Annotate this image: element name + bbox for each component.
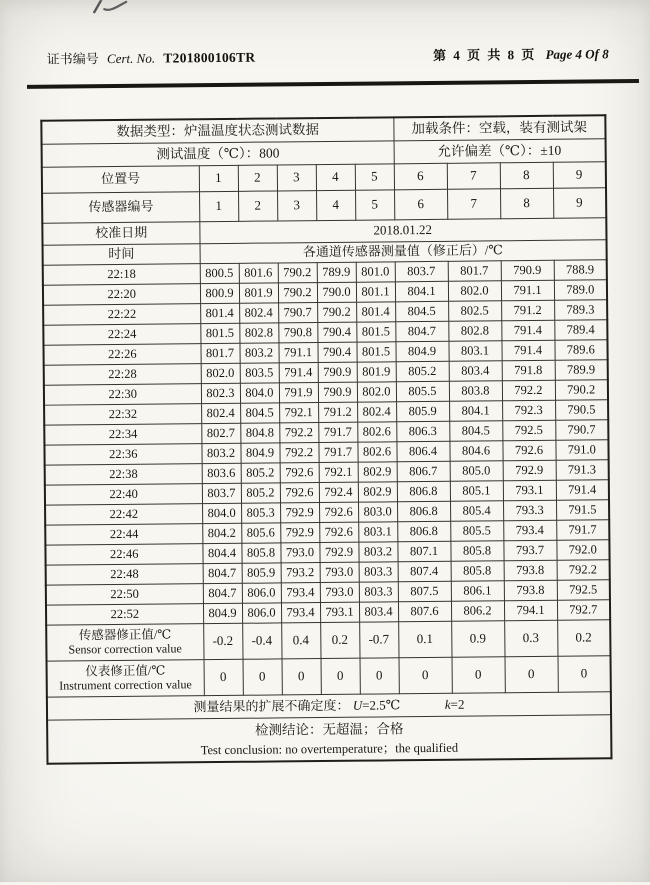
reading-cell: 803.2 <box>358 542 397 562</box>
reading-cell: 806.0 <box>242 603 281 623</box>
instrument-correction-label-zh: 仪表修正值/℃ <box>48 664 204 680</box>
reading-cell: 801.4 <box>200 303 239 323</box>
sensor-correction-cell: 0.1 <box>398 621 451 658</box>
reading-cell: 804.9 <box>203 603 242 623</box>
data-type-cell: 数据类型：炉温温度状态测试数据 <box>41 117 393 144</box>
reading-cell: 791.4 <box>501 340 554 361</box>
reading-cell: 802.9 <box>358 482 397 502</box>
reading-cell: 802.6 <box>357 442 396 462</box>
sensor-number-cell: 8 <box>500 188 553 219</box>
sensor-correction-cell: 0.9 <box>451 621 504 658</box>
reading-cell: 793.8 <box>504 580 557 601</box>
reading-cell: 792.6 <box>319 502 358 522</box>
instrument-correction-cell: 0 <box>321 658 360 694</box>
reading-cell: 793.7 <box>503 540 556 561</box>
reading-cell: 792.2 <box>279 423 318 443</box>
reading-cell: 803.0 <box>358 502 397 522</box>
reading-cell: 803.7 <box>202 483 241 503</box>
reading-cell: 792.7 <box>557 600 610 621</box>
reading-cell: 791.4 <box>501 320 554 341</box>
reading-cell: 801.1 <box>356 282 395 302</box>
reading-cell: 805.2 <box>241 483 280 503</box>
sensor-number-cell: 7 <box>447 189 500 220</box>
reading-cell: 790.9 <box>318 382 357 402</box>
uncertainty-k-value: =2 <box>450 696 464 711</box>
time-cell: 22:52 <box>46 604 203 626</box>
instrument-correction-cell: 0 <box>243 659 282 695</box>
reading-cell: 804.0 <box>240 383 279 403</box>
position-cell: 2 <box>238 165 277 191</box>
page-info-en: Page 4 Of 8 <box>545 46 608 62</box>
reading-cell: 790.4 <box>317 342 356 362</box>
reading-cell: 806.7 <box>397 461 450 482</box>
reading-cell: 801.5 <box>200 323 239 343</box>
reading-cell: 805.8 <box>450 541 503 562</box>
reading-cell: 803.1 <box>448 341 501 362</box>
reading-cell: 804.1 <box>395 281 448 302</box>
reading-cell: 789.3 <box>554 300 607 321</box>
reading-cell: 804.1 <box>449 401 502 422</box>
header-rule <box>27 79 639 88</box>
handwriting-mark <box>88 0 148 16</box>
reading-cell: 790.2 <box>317 302 356 322</box>
sensor-correction-cell: 0.3 <box>504 620 557 657</box>
sensor-number-cell: 4 <box>316 190 355 220</box>
reading-cell: 801.7 <box>448 261 501 282</box>
channel-header-cell: 各通道传感器测量值（修正后）/℃ <box>200 240 607 264</box>
time-cell: 22:20 <box>43 284 200 306</box>
reading-cell: 792.9 <box>280 523 319 543</box>
cert-label-en: Cert. No. <box>107 51 155 66</box>
reading-cell: 803.2 <box>201 443 240 463</box>
conclusion-cell <box>47 715 611 764</box>
reading-cell: 802.8 <box>448 321 501 342</box>
reading-cell: 805.9 <box>242 563 281 583</box>
reading-cell: 801.6 <box>239 263 278 283</box>
reading-cell: 792.1 <box>279 403 318 423</box>
reading-cell: 801.7 <box>200 343 239 363</box>
reading-cell: 792.2 <box>279 443 318 463</box>
position-label: 位置号 <box>42 166 199 194</box>
conclusion-row <box>47 715 611 764</box>
instrument-correction-cell: 0 <box>505 656 558 693</box>
uncertainty-label: 测量结果的扩展不确定度： <box>193 697 349 713</box>
reading-cell: 793.1 <box>503 480 556 501</box>
reading-cell: 802.7 <box>201 423 240 443</box>
reading-cell: 791.4 <box>279 363 318 383</box>
reading-cell: 805.1 <box>450 481 503 502</box>
reading-cell: 802.4 <box>239 303 278 323</box>
cert-number-line <box>47 47 261 68</box>
reading-cell: 792.2 <box>502 380 555 401</box>
reading-cell: 801.9 <box>357 362 396 382</box>
reading-cell: 790.2 <box>278 263 317 283</box>
reading-cell: 804.9 <box>240 443 279 463</box>
reading-cell: 793.2 <box>281 563 320 583</box>
reading-cell: 801.0 <box>356 262 395 282</box>
reading-cell: 792.2 <box>557 560 610 581</box>
reading-cell: 806.8 <box>397 501 450 522</box>
reading-cell: 801.5 <box>356 322 395 342</box>
reading-cell: 790.2 <box>278 283 317 303</box>
reading-cell: 804.0 <box>202 503 241 523</box>
reading-cell: 803.7 <box>395 261 448 282</box>
reading-cell: 792.9 <box>503 460 556 481</box>
reading-cell: 805.6 <box>241 523 280 543</box>
position-cell: 1 <box>199 165 238 191</box>
reading-cell: 806.2 <box>451 601 504 622</box>
reading-cell: 792.0 <box>556 540 609 561</box>
conclusion-zh: 检测结论：无超温；合格 <box>48 717 610 742</box>
sensor-number-cell: 1 <box>199 191 238 221</box>
sensor-correction-cell: 0.2 <box>557 620 610 657</box>
reading-cell: 803.1 <box>358 522 397 542</box>
reading-cell: 805.9 <box>396 401 449 422</box>
instrument-correction-cell: 0 <box>282 659 321 695</box>
sensor-number-cell: 2 <box>238 191 277 221</box>
sensor-correction-cell: 0.2 <box>320 622 359 658</box>
reading-cell: 792.3 <box>502 400 555 421</box>
reading-cell: 793.0 <box>320 582 359 602</box>
reading-cell: 807.5 <box>398 581 451 602</box>
reading-cell: 802.0 <box>201 363 240 383</box>
document-header <box>47 43 609 67</box>
reading-cell: 803.8 <box>449 381 502 402</box>
position-cell: 6 <box>394 163 447 190</box>
instrument-correction-cell: 0 <box>452 657 505 694</box>
instrument-correction-label <box>47 660 204 698</box>
reading-cell: 789.0 <box>554 280 607 301</box>
time-cell: 22:40 <box>45 484 202 506</box>
reading-cell: 804.5 <box>395 301 448 322</box>
page-info <box>427 43 609 64</box>
reading-cell: 802.5 <box>448 301 501 322</box>
reading-cell: 789.4 <box>554 320 607 341</box>
time-label: 时间 <box>43 244 200 266</box>
sensor-number-cell: 9 <box>553 188 606 219</box>
reading-cell: 790.5 <box>555 400 608 421</box>
reading-cell: 807.6 <box>398 601 451 622</box>
reading-cell: 791.4 <box>556 480 609 501</box>
instrument-correction-cell: 0 <box>399 657 452 694</box>
reading-cell: 790.9 <box>318 362 357 382</box>
load-condition-cell: 加载条件：空载，装有测试架 <box>393 115 605 141</box>
reading-cell: 802.6 <box>357 422 396 442</box>
time-cell: 22:26 <box>43 344 200 366</box>
reading-cell: 803.5 <box>240 363 279 383</box>
reading-cell: 791.5 <box>556 500 609 521</box>
reading-cell: 788.9 <box>554 260 607 281</box>
reading-cell: 790.7 <box>278 303 317 323</box>
time-cell: 22:22 <box>43 304 200 326</box>
uncertainty-u-value: =2.5℃ <box>362 697 400 712</box>
sensor-correction-cell: -0.4 <box>242 623 281 659</box>
sensor-number-cell: 6 <box>394 189 447 220</box>
page-info-zh: 第 4 页 共 8 页 <box>433 47 536 63</box>
reading-cell: 807.1 <box>397 541 450 562</box>
uncertainty-k-symbol: k <box>445 696 451 711</box>
reading-cell: 802.8 <box>239 323 278 343</box>
sensor-correction-label-en: Sensor correction value <box>47 642 203 657</box>
reading-cell: 805.0 <box>450 461 503 482</box>
time-cell: 22:18 <box>43 264 200 286</box>
reading-cell: 790.2 <box>555 380 608 401</box>
reading-cell: 802.9 <box>358 462 397 482</box>
reading-cell: 804.4 <box>202 543 241 563</box>
uncertainty-u-symbol: U <box>353 697 363 712</box>
reading-cell: 803.3 <box>359 562 398 582</box>
reading-cell: 805.3 <box>241 503 280 523</box>
reading-cell: 792.6 <box>280 463 319 483</box>
reading-cell: 792.9 <box>319 542 358 562</box>
table-head-section <box>41 115 606 265</box>
instrument-correction-row <box>47 656 611 697</box>
time-cell: 22:44 <box>45 524 202 546</box>
reading-cell: 807.4 <box>398 561 451 582</box>
reading-cell: 806.4 <box>396 441 449 462</box>
reading-cell: 790.9 <box>501 260 554 281</box>
position-cell: 8 <box>500 162 553 189</box>
reading-cell: 804.5 <box>240 403 279 423</box>
reading-cell: 792.6 <box>280 483 319 503</box>
sensor-correction-label-zh: 传感器修正值/℃ <box>47 628 203 644</box>
reading-cell: 791.9 <box>279 383 318 403</box>
table-foot-section <box>46 620 611 764</box>
reading-cell: 806.8 <box>397 481 450 502</box>
sensor-correction-cell: 0.4 <box>281 623 320 659</box>
reading-cell: 806.1 <box>451 581 504 602</box>
reading-cell: 805.2 <box>241 463 280 483</box>
reading-cell: 805.2 <box>396 361 449 382</box>
reading-cell: 791.1 <box>278 343 317 363</box>
reading-cell: 790.4 <box>317 322 356 342</box>
reading-cell: 794.1 <box>504 600 557 621</box>
reading-cell: 805.8 <box>451 561 504 582</box>
cert-number: T201800106TR <box>163 50 255 66</box>
reading-cell: 805.8 <box>241 543 280 563</box>
position-cell: 5 <box>355 164 394 190</box>
instrument-correction-label-en: Instrument correction value <box>48 678 204 693</box>
reading-cell: 802.0 <box>357 382 396 402</box>
reading-cell: 801.4 <box>356 302 395 322</box>
instrument-correction-cell: 0 <box>204 659 243 695</box>
conclusion-en: Test conclusion: no overtemperature；the qualified <box>48 737 610 761</box>
reading-cell: 791.1 <box>501 280 554 301</box>
reading-cell: 792.1 <box>319 462 358 482</box>
test-temperature-cell: 测试温度（℃）：800 <box>42 141 394 167</box>
time-cell: 22:24 <box>43 324 200 346</box>
reading-cell: 802.3 <box>201 383 240 403</box>
reading-cell: 793.4 <box>281 583 320 603</box>
reading-cell: 793.0 <box>320 562 359 582</box>
time-cell: 22:50 <box>46 584 203 606</box>
reading-cell: 789.9 <box>555 360 608 381</box>
position-cell: 3 <box>277 165 316 191</box>
reading-cell: 791.7 <box>318 442 357 462</box>
reading-cell: 791.2 <box>501 300 554 321</box>
sensor-correction-label <box>46 624 203 662</box>
reading-cell: 793.4 <box>503 520 556 541</box>
reading-cell: 803.3 <box>359 582 398 602</box>
reading-cell: 803.4 <box>449 361 502 382</box>
time-cell: 22:36 <box>44 444 201 466</box>
calibration-date-value: 2018.01.22 <box>199 218 606 244</box>
reading-cell: 801.5 <box>356 342 395 362</box>
reading-cell: 804.7 <box>395 321 448 342</box>
reading-cell: 805.5 <box>450 521 503 542</box>
instrument-correction-cell: 0 <box>558 656 611 693</box>
reading-cell: 802.4 <box>357 402 396 422</box>
reading-cell: 800.9 <box>200 283 239 303</box>
reading-cell: 792.5 <box>557 580 610 601</box>
reading-cell: 791.0 <box>555 440 608 461</box>
reading-cell: 804.9 <box>395 341 448 362</box>
cert-label-zh: 证书编号 <box>47 51 99 66</box>
time-cell: 22:46 <box>45 544 202 566</box>
reading-cell: 793.8 <box>504 560 557 581</box>
reading-cell: 801.9 <box>239 283 278 303</box>
reading-cell: 791.7 <box>318 422 357 442</box>
reading-cell: 800.5 <box>200 263 239 283</box>
reading-cell: 793.0 <box>280 543 319 563</box>
sensor-label: 传感器编号 <box>42 192 199 224</box>
reading-cell: 793.4 <box>281 603 320 623</box>
time-cell: 22:48 <box>46 564 203 586</box>
sensor-correction-row <box>46 620 610 661</box>
time-cell: 22:34 <box>44 424 201 446</box>
reading-cell: 789.6 <box>554 340 607 361</box>
reading-cell: 791.2 <box>318 402 357 422</box>
reading-cell: 802.4 <box>201 403 240 423</box>
time-cell: 22:30 <box>44 384 201 406</box>
reading-cell: 791.8 <box>502 360 555 381</box>
reading-cell: 792.9 <box>280 503 319 523</box>
sensor-number-cell: 5 <box>355 190 394 220</box>
reading-cell: 790.8 <box>278 323 317 343</box>
reading-cell: 805.5 <box>396 381 449 402</box>
reading-cell: 806.3 <box>396 421 449 442</box>
position-cell: 7 <box>447 163 500 190</box>
reading-cell: 792.6 <box>319 522 358 542</box>
reading-cell: 802.0 <box>448 281 501 302</box>
position-cell: 9 <box>553 162 606 189</box>
reading-cell: 803.4 <box>359 602 398 622</box>
reading-cell: 806.0 <box>242 583 281 603</box>
reading-cell: 791.3 <box>556 460 609 481</box>
reading-cell: 804.2 <box>202 523 241 543</box>
reading-cell: 803.2 <box>239 343 278 363</box>
sensor-number-cell: 3 <box>277 191 316 221</box>
reading-cell: 804.7 <box>203 583 242 603</box>
reading-cell: 789.9 <box>317 262 356 282</box>
instrument-correction-cell: 0 <box>360 658 399 694</box>
reading-cell: 805.4 <box>450 501 503 522</box>
allowed-deviation-cell: 允许偏差（℃）：±10 <box>394 139 606 164</box>
reading-cell: 792.6 <box>502 440 555 461</box>
reading-cell: 793.3 <box>503 500 556 521</box>
reading-cell: 790.7 <box>555 420 608 441</box>
reading-cell: 790.0 <box>317 282 356 302</box>
reading-cell: 804.6 <box>449 441 502 462</box>
reading-cell: 804.7 <box>203 563 242 583</box>
reading-cell: 791.7 <box>556 520 609 541</box>
readings-body <box>43 260 610 625</box>
measurement-table <box>40 114 612 764</box>
sensor-correction-cell: -0.2 <box>203 623 242 659</box>
time-cell: 22:28 <box>44 364 201 386</box>
reading-cell: 792.4 <box>319 482 358 502</box>
reading-cell: 803.6 <box>202 463 241 483</box>
time-cell: 22:42 <box>45 504 202 526</box>
reading-cell: 806.8 <box>397 521 450 542</box>
sensor-correction-cell: -0.7 <box>359 622 398 658</box>
calibration-date-label: 校准日期 <box>42 222 199 246</box>
time-cell: 22:32 <box>44 404 201 426</box>
reading-cell: 804.8 <box>240 423 279 443</box>
reading-cell: 792.5 <box>502 420 555 441</box>
reading-cell: 804.5 <box>449 421 502 442</box>
position-cell: 4 <box>316 164 355 190</box>
reading-cell: 793.1 <box>320 602 359 622</box>
time-cell: 22:38 <box>45 464 202 486</box>
